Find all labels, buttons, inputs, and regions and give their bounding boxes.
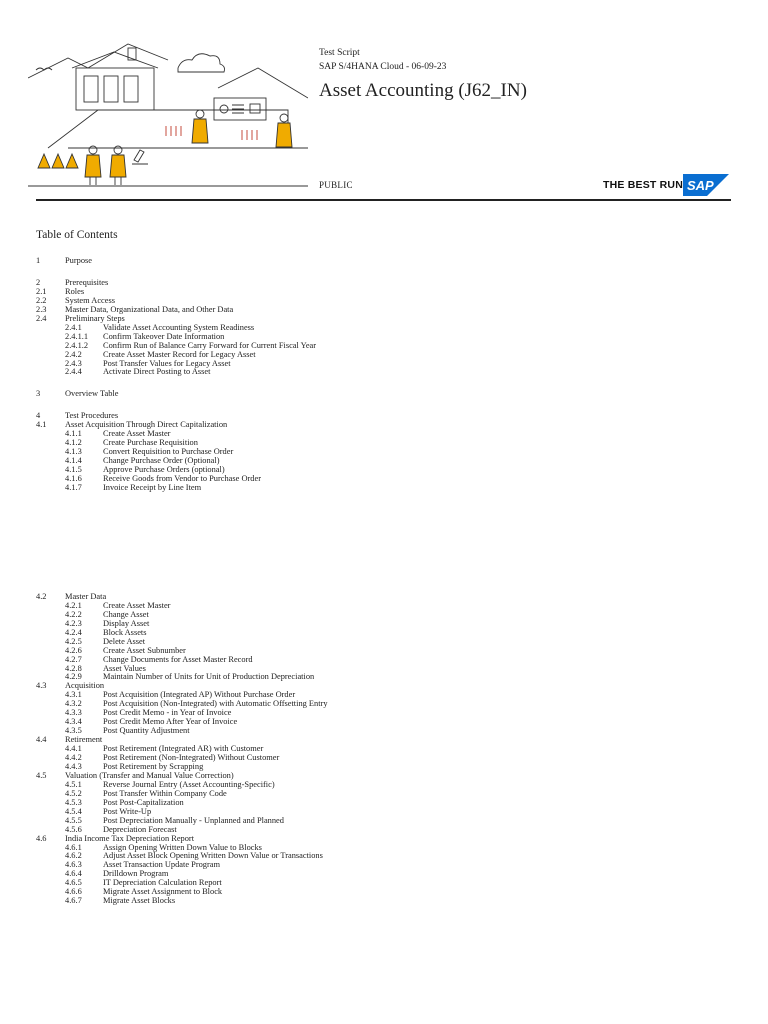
toc-entry-title: Roles bbox=[65, 286, 85, 296]
toc-entry-title: Create Purchase Requisition bbox=[103, 438, 198, 448]
toc-entry-title: Create Asset Master Record for Legacy Asset bbox=[103, 349, 256, 359]
cover-illustration bbox=[28, 38, 308, 190]
toc-entry-title: Block Assets bbox=[103, 627, 147, 637]
toc-entry-number: 2.2 bbox=[36, 295, 47, 305]
document-type: Test Script bbox=[319, 48, 360, 58]
worker-figure bbox=[192, 110, 208, 143]
toc-entry-title: Post Credit Memo - in Year of Invoice bbox=[103, 708, 232, 718]
document-title: Asset Accounting (J62_IN) bbox=[319, 80, 527, 101]
toc-entry-number: 4.1.1 bbox=[65, 429, 82, 439]
toc-entry-number: 4.3.1 bbox=[65, 690, 82, 700]
hill-outline bbox=[28, 44, 168, 78]
toc-entry-title: Post Transfer Values for Legacy Asset bbox=[103, 358, 231, 368]
toc-entry-title: Post Acquisition (Integrated AP) Without Purchase Order bbox=[103, 690, 296, 700]
toc-entry-title: Purpose bbox=[65, 256, 92, 265]
toc-entry-title: Create Asset Master bbox=[103, 429, 171, 439]
factory-building-icon bbox=[72, 48, 158, 110]
toc-entry-title: Adjust Asset Block Opening Written Down Value or Transactions bbox=[103, 851, 323, 861]
toc-entry-title: Asset Transaction Update Program bbox=[103, 860, 221, 870]
toc-entry-number: 4.3.4 bbox=[65, 717, 82, 727]
toc-entry-title: System Access bbox=[65, 295, 116, 305]
toc-entry-title: Migrate Asset Assignment to Block bbox=[103, 887, 223, 897]
toc-entry-number: 4.5.2 bbox=[65, 788, 82, 798]
test-tubes-icon bbox=[166, 126, 257, 140]
microscope-icon bbox=[132, 150, 148, 164]
toc-entry-title: Change Documents for Asset Master Record bbox=[103, 654, 253, 664]
sap-logo-icon bbox=[683, 174, 729, 196]
toc-entry-title: Receive Goods from Vendor to Purchase Order bbox=[103, 474, 261, 483]
toc-entry-title: Invoice Receipt by Line Item bbox=[103, 482, 202, 492]
svg-text:SAP: SAP bbox=[687, 178, 714, 193]
toc-entry-title: Post Retirement (Integrated AR) with Customer bbox=[103, 744, 264, 754]
sap-brand bbox=[603, 174, 731, 196]
toc-entry-title: Maintain Number of Units for Unit of Production Depreciation bbox=[103, 672, 315, 682]
toc-entry-number: 4.6.3 bbox=[65, 860, 82, 870]
toc-entry-title: Depreciation Forecast bbox=[103, 824, 177, 834]
toc-entry-number: 4.1.6 bbox=[65, 474, 82, 483]
toc-entry-number: 4.5.4 bbox=[65, 806, 82, 816]
toc-entry-number: 4.2.7 bbox=[65, 654, 82, 664]
toc-entry-title: Display Asset bbox=[103, 618, 150, 628]
toc-entry-number: 4.6.6 bbox=[65, 887, 82, 897]
hill-outline-right bbox=[218, 68, 308, 98]
toc-entry-number: 4.2.3 bbox=[65, 618, 82, 628]
toc-entry-title: Overview Table bbox=[65, 389, 119, 399]
toc-entry-number: 4.1.3 bbox=[65, 447, 82, 457]
toc-entry-number: 4 bbox=[36, 411, 41, 421]
toc-entry-title: Reverse Journal Entry (Asset Accounting-Specific) bbox=[103, 779, 275, 789]
toc-entry-title: Confirm Run of Balance Carry Forward for Current Fiscal Year bbox=[103, 340, 317, 350]
toc-entry-title: Assign Opening Written Down Value to Blocks bbox=[103, 842, 262, 852]
cloud-icon bbox=[178, 54, 225, 72]
toc-entry-number: 4.2 bbox=[36, 591, 47, 601]
toc-entry-title: Post Acquisition (Non-Integrated) with Automatic Offsetting Entry bbox=[103, 699, 328, 709]
toc-entry-number: 2.3 bbox=[36, 304, 47, 314]
toc-entry-number: 4.3.5 bbox=[65, 726, 82, 736]
toc-entry-title: Post Transfer Within Company Code bbox=[103, 788, 227, 798]
toc-entry-number: 4.4.1 bbox=[65, 744, 82, 754]
toc-entry-title: Master Data, Organizational Data, and Other Data bbox=[65, 304, 234, 314]
toc-entry-number: 2.4.1.1 bbox=[65, 331, 89, 341]
toc-entry-number: 1 bbox=[36, 256, 41, 265]
toc-entry-number: 2.4.3 bbox=[65, 358, 82, 368]
brand-tagline: THE BEST RUN bbox=[603, 179, 683, 191]
toc-entry-title: India Income Tax Depreciation Report bbox=[65, 833, 195, 843]
toc-entry-title: Post Retirement by Scrapping bbox=[103, 761, 204, 771]
toc-entry-number: 4.2.9 bbox=[65, 672, 82, 682]
toc-entry-number: 4.5.6 bbox=[65, 824, 82, 834]
toc-entry-number: 4.4 bbox=[36, 735, 47, 745]
toc-entry-number: 4.6 bbox=[36, 833, 47, 843]
conveyor-belt bbox=[48, 110, 288, 148]
worker-figure bbox=[276, 114, 292, 147]
toc-entry-title: Master Data bbox=[65, 591, 107, 601]
toc-entry-title: Acquisition bbox=[65, 681, 105, 691]
toc-entry-title: Post Credit Memo After Year of Invoice bbox=[103, 717, 238, 727]
worker-figure bbox=[85, 146, 101, 185]
bird-icon bbox=[36, 68, 52, 70]
toc-entry-number: 4.6.2 bbox=[65, 851, 82, 861]
toc-entry-number: 4.6.5 bbox=[65, 878, 82, 888]
toc-entry-title: Post Depreciation Manually - Unplanned and Planned bbox=[103, 815, 284, 825]
toc-entry-number: 2 bbox=[36, 277, 41, 287]
toc-entry-number: 4.4.3 bbox=[65, 761, 82, 771]
toc-entry-title: Prerequisites bbox=[65, 277, 109, 287]
toc-entry-number: 4.6.4 bbox=[65, 869, 82, 879]
toc-entry-title: Preliminary Steps bbox=[65, 313, 125, 323]
toc-entry-number: 2.4.4 bbox=[65, 367, 82, 377]
toc-entry-title: Test Procedures bbox=[65, 411, 119, 421]
toc-entry-number: 4.2.2 bbox=[65, 609, 82, 619]
toc-entry-title: Asset Values bbox=[103, 663, 146, 673]
toc-entry-number: 4.2.1 bbox=[65, 600, 82, 610]
toc-entry-title: Retirement bbox=[65, 735, 103, 745]
toc-entry-title: Post Post-Capitalization bbox=[103, 797, 184, 807]
toc-entry-number: 2.4 bbox=[36, 313, 47, 323]
toc-entry-title: Change Purchase Order (Optional) bbox=[103, 456, 220, 466]
toc-entry-title: Asset Acquisition Through Direct Capitalization bbox=[65, 420, 228, 430]
toc-entry-title: Migrate Asset Blocks bbox=[103, 896, 176, 906]
toc-entry-title: IT Depreciation Calculation Report bbox=[103, 878, 222, 888]
toc-entry-title: Post Quantity Adjustment bbox=[103, 726, 190, 736]
toc-entry-number: 2.4.2 bbox=[65, 349, 82, 359]
toc-entry-number: 4.1.2 bbox=[65, 438, 82, 448]
toc-entry-number: 4.2.5 bbox=[65, 636, 82, 646]
toc-entry-number: 2.4.1 bbox=[65, 322, 82, 332]
toc-entry-number: 4.1.7 bbox=[65, 482, 82, 492]
toc-entry-title: Confirm Takeover Date Information bbox=[103, 331, 225, 341]
worker-figure bbox=[110, 146, 126, 185]
toc-entry-title: Validate Asset Accounting System Readiness bbox=[103, 322, 255, 332]
toc-entry-number: 4.3 bbox=[36, 681, 47, 691]
toc-entry-number: 4.1.4 bbox=[65, 456, 82, 466]
toc-entry-number: 4.5.3 bbox=[65, 797, 82, 807]
toc-entry-number: 4.1.5 bbox=[65, 465, 82, 475]
toc-entry-number: 4.6.1 bbox=[65, 842, 82, 852]
toc-entry-title: Delete Asset bbox=[103, 636, 146, 646]
toc-entry-number: 2.4.1.2 bbox=[65, 340, 89, 350]
toc-entry-number: 4.2.6 bbox=[65, 645, 82, 655]
toc-entry-number: 4.2.4 bbox=[65, 627, 82, 637]
toc-entry-number: 2.1 bbox=[36, 286, 47, 296]
toc-entry-title: Change Asset bbox=[103, 609, 149, 619]
toc-entry-title: Approve Purchase Orders (optional) bbox=[103, 465, 225, 475]
toc-entry-title: Post Write-Up bbox=[103, 806, 152, 816]
toc-entry-title: Valuation (Transfer and Manual Value Correction) bbox=[65, 770, 234, 780]
toc-entry-number: 4.3.2 bbox=[65, 699, 82, 709]
toc-entry-number: 4.1 bbox=[36, 420, 47, 430]
toc-entry-title: Create Asset Subnumber bbox=[103, 645, 186, 655]
toc-entry-title: Convert Requisition to Purchase Order bbox=[103, 447, 234, 457]
toc-entry-number: 4.6.7 bbox=[65, 896, 82, 906]
toc-entry-number: 4.4.2 bbox=[65, 753, 82, 762]
product-version: SAP S/4HANA Cloud - 06-09-23 bbox=[319, 62, 447, 72]
toc-entry-number: 4.2.8 bbox=[65, 663, 82, 673]
dashboard-screen-icon bbox=[214, 98, 266, 120]
toc-entry-number: 4.3.3 bbox=[65, 708, 82, 718]
toc-entry-title: Post Retirement (Non-Integrated) Without Customer bbox=[103, 753, 280, 762]
toc-entry-number: 3 bbox=[36, 389, 41, 399]
flasks-icon bbox=[38, 154, 78, 168]
toc-heading: Table of Contents bbox=[36, 229, 118, 241]
toc-entry-number: 4.5.1 bbox=[65, 779, 82, 789]
toc-entry-number: 4.5.5 bbox=[65, 815, 82, 825]
toc-entry-title: Drilldown Program bbox=[103, 869, 169, 879]
toc-entry-number: 4.5 bbox=[36, 770, 47, 780]
classification-label: PUBLIC bbox=[319, 180, 353, 190]
header-divider bbox=[36, 199, 731, 201]
toc-entry-title: Create Asset Master bbox=[103, 600, 171, 610]
toc-entry-title: Activate Direct Posting to Asset bbox=[103, 367, 211, 377]
